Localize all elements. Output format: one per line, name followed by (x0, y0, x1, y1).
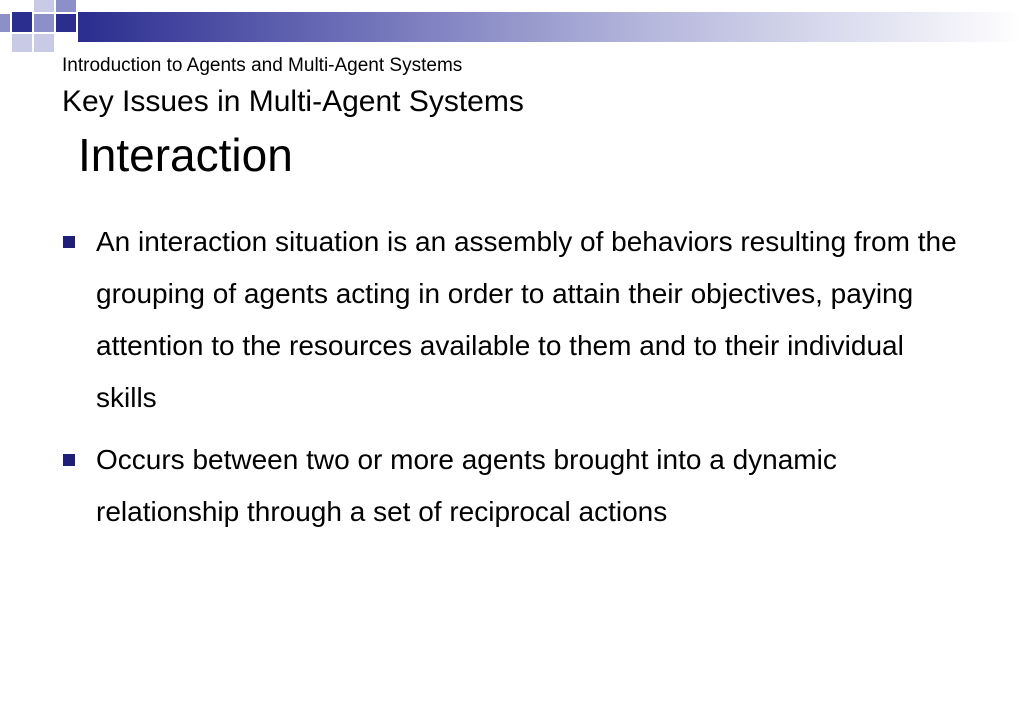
bullet-item (0, 434, 1023, 538)
decorative-square (12, 12, 32, 32)
bullet-text: An interaction situation is an assembly of behaviors resulting from the grouping of agents acting in order to attain their objectives, paying attention to the resources available to them and to their individual skills (96, 226, 957, 413)
bullet-text: Occurs between two or more agents brought into a dynamic relationship through a set of reciprocal actions (96, 444, 837, 527)
slide-subtitle: Introduction to Agents and Multi-Agent Systems (62, 55, 463, 76)
bullet-list (0, 216, 1023, 548)
decorative-square (34, 0, 54, 12)
decorative-square (12, 34, 32, 52)
decorative-square (56, 14, 76, 32)
slide-heading: Interaction (78, 129, 293, 181)
slide-title: Key Issues in Multi-Agent Systems (62, 85, 524, 118)
decorative-square (34, 34, 54, 52)
square-bullet-icon (63, 454, 75, 466)
decorative-square (56, 0, 76, 12)
decorative-square (34, 14, 54, 32)
header-gradient-bar (78, 12, 1023, 42)
bullet-item (0, 216, 1023, 424)
decorative-square (0, 14, 10, 32)
square-bullet-icon (63, 236, 75, 248)
